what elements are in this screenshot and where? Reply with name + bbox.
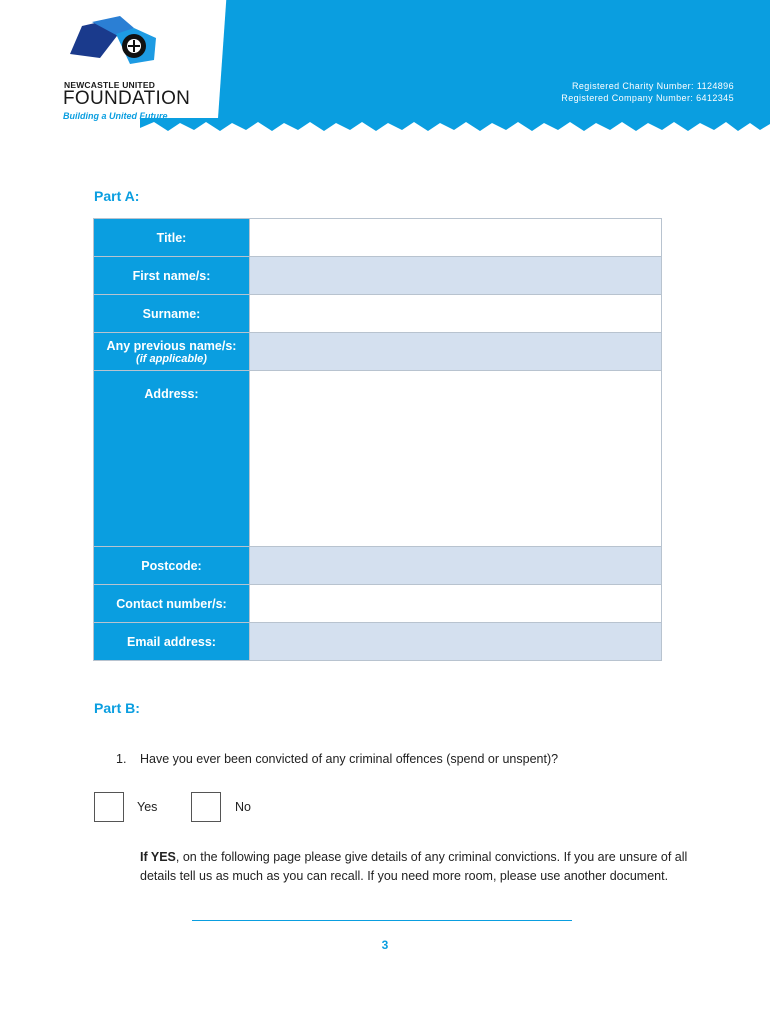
yes-label: Yes [137, 800, 158, 814]
title-field[interactable] [250, 219, 662, 257]
table-row [94, 371, 662, 547]
first-name-field[interactable] [250, 257, 662, 295]
surname-field[interactable] [250, 295, 662, 333]
field-label-first-name: First name/s: [94, 257, 250, 295]
logo-main-text: FOUNDATION [63, 88, 191, 109]
charity-number: Registered Charity Number: 1124896 [571, 81, 734, 91]
table-row [94, 219, 662, 257]
field-label-contact-number: Contact number/s: [94, 585, 250, 623]
part-a-heading: Part A: [94, 188, 140, 204]
question-number: 1. [116, 752, 127, 766]
previous-names-field[interactable] [250, 333, 662, 371]
page-number: 3 [381, 938, 389, 952]
part-b-heading: Part B: [94, 700, 140, 716]
no-label: No [235, 800, 251, 814]
table-row [94, 585, 662, 623]
header-torn-edge [140, 118, 770, 134]
field-label-surname: Surname: [94, 295, 250, 333]
table-row [94, 295, 662, 333]
logo-crest-graphic [30, 14, 170, 84]
field-label-title: Title: [94, 219, 250, 257]
yes-checkbox[interactable] [94, 792, 124, 822]
contact-number-field[interactable] [250, 585, 662, 623]
company-number: Registered Company Number: 6412345 [561, 93, 734, 103]
note-emphasis: If YES [140, 850, 176, 864]
table-row [94, 333, 662, 371]
footer-divider [192, 920, 572, 921]
logo-tagline: Building a United Future [63, 111, 168, 121]
no-checkbox[interactable] [191, 792, 221, 822]
note-text: , on the following page please give details of any criminal convictions. If you are unsure of all details tell us as much as you can recall. If you need more room, please use another document. [140, 850, 688, 883]
table-row [94, 547, 662, 585]
field-label-previous-names: Any previous name/s: (if applicable) [94, 333, 250, 371]
conviction-note [140, 848, 700, 886]
postcode-field[interactable] [250, 547, 662, 585]
field-label-address: Address: [94, 371, 250, 547]
field-label-previous-names-note: (if applicable) [136, 352, 207, 365]
foundation-logo [30, 14, 191, 121]
field-label-postcode: Postcode: [94, 547, 250, 585]
address-field[interactable] [250, 371, 662, 547]
field-label-email: Email address: [94, 623, 250, 661]
personal-details-table [93, 218, 662, 661]
registration-info [561, 80, 734, 104]
email-field[interactable] [250, 623, 662, 661]
question-1 [116, 752, 558, 766]
table-row [94, 257, 662, 295]
logo-top-text: NEWCASTLE UNITED [64, 80, 156, 90]
question-text: Have you ever been convicted of any criminal offences (spend or unspent)? [140, 752, 559, 766]
table-row [94, 623, 662, 661]
